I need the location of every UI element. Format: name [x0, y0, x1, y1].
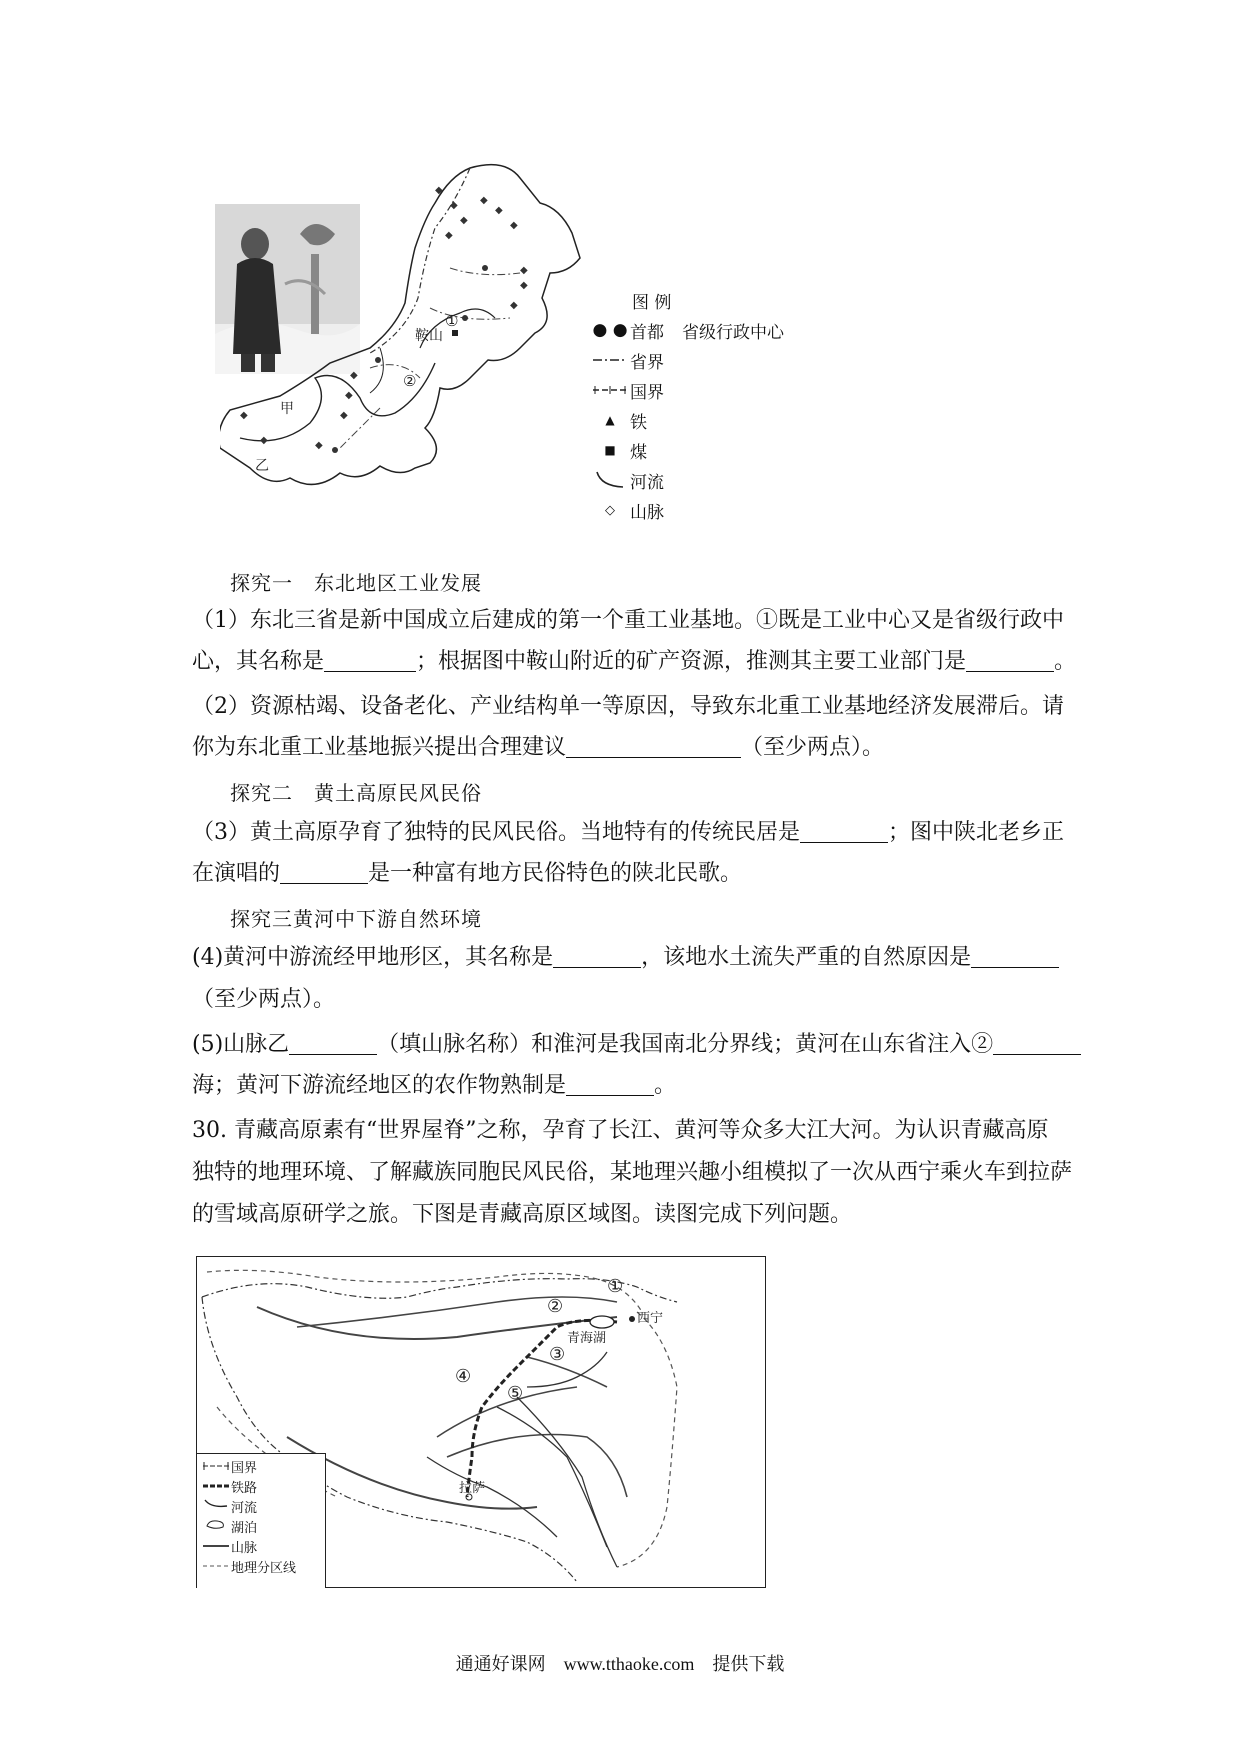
q4-line2: （至少两点）。 — [192, 987, 336, 1012]
national-border-icon — [203, 1459, 231, 1474]
legend-province-border: 省界 — [590, 348, 664, 372]
lake-icon — [203, 1518, 231, 1534]
xining-label: 西宁 — [637, 1311, 664, 1326]
svg-text:◆: ◆ — [260, 435, 268, 446]
q2-line2: 你为东北重工业基地振兴提出合理建议 （至少两点）。 — [192, 735, 885, 760]
marker-2: ② — [547, 1296, 564, 1317]
lhasa-label: 拉萨 — [459, 1481, 486, 1496]
legend-title: 图 例 — [632, 292, 672, 313]
answer-blank[interactable] — [566, 735, 741, 758]
answer-blank[interactable] — [800, 820, 888, 843]
answer-blank[interactable] — [966, 649, 1054, 672]
marker-3: ③ — [549, 1344, 566, 1365]
svg-text:◆: ◆ — [450, 200, 458, 211]
q30-line1: 30. 青藏高原素有“世界屋脊”之称，孕育了长江、黄河等众多大江大河。为认识青藏高原 — [192, 1118, 1049, 1143]
svg-text:◆: ◆ — [480, 195, 488, 206]
province-border-icon — [590, 356, 630, 364]
section-heading-3: 探究三黄河中下游自然环境 — [230, 907, 482, 931]
railway-icon — [203, 1479, 231, 1494]
svg-text:◆: ◆ — [510, 220, 518, 231]
svg-text:◆: ◆ — [520, 265, 528, 276]
legend-coal: ■ 煤 — [590, 438, 647, 462]
section-heading-2: 探究二 黄土高原民风民俗 — [230, 781, 482, 805]
coal-square-icon: ■ — [604, 443, 616, 457]
svg-text:◆: ◆ — [435, 185, 443, 196]
answer-blank[interactable] — [971, 945, 1059, 968]
answer-blank[interactable] — [566, 1073, 654, 1096]
legend-river: 河流 — [590, 468, 664, 492]
marker-1: ① — [607, 1276, 624, 1297]
answer-blank[interactable] — [289, 1032, 377, 1055]
svg-text:◆: ◆ — [345, 390, 353, 401]
legend-river: 河流 — [203, 1498, 257, 1514]
q2-line1: （2）资源枯竭、设备老化、产业结构单一等原因，导致东北重工业基地经济发展滞后。请 — [192, 694, 1065, 719]
legend-iron: ▲ 铁 — [590, 408, 647, 432]
svg-text:◆: ◆ — [510, 300, 518, 311]
division-line — [207, 1270, 642, 1312]
river-icon — [203, 1498, 231, 1514]
marker-5: ⑤ — [507, 1383, 524, 1404]
q3-line1: （3）黄土高原孕育了独特的民风民俗。当地特有的传统民居是 ；图中陕北老乡正 — [192, 820, 1065, 845]
river-line — [497, 1407, 607, 1547]
svg-text:◆: ◆ — [495, 205, 503, 216]
legend-lake: 湖泊 — [203, 1518, 257, 1534]
iron-triangle-icon: ▲ — [605, 413, 615, 427]
svg-text:◆: ◆ — [315, 440, 323, 451]
legend-national-border: 国界 — [590, 378, 664, 402]
map1-legend — [590, 288, 840, 528]
tibet-map-frame — [196, 1256, 766, 1588]
legend-mountain-range: 山脉 — [203, 1538, 257, 1554]
marker-two: ② — [403, 372, 417, 390]
national-border-icon — [590, 385, 630, 395]
q1-line1: （1）东北三省是新中国成立后建成的第一个重工业基地。①既是工业中心又是省级行政中 — [192, 608, 1065, 633]
answer-blank[interactable] — [993, 1032, 1081, 1055]
svg-text:◆: ◆ — [340, 410, 348, 421]
svg-text:◆: ◆ — [445, 230, 453, 241]
yi-label: 乙 — [255, 458, 269, 474]
q30-line3: 的雪域高原研学之旅。下图是青藏高原区域图。读图完成下列问题。 — [192, 1202, 853, 1227]
capital-dot-icon: ● ● — [592, 320, 628, 340]
jia-label: 甲 — [280, 401, 294, 417]
legend-national-border: 国界 — [203, 1458, 257, 1474]
page-footer: 通通好课网 www.tthaoke.com 提供下载 — [455, 1654, 785, 1674]
svg-text:◆: ◆ — [460, 215, 468, 226]
legend-capital: ● ● 首都 省级行政中心 — [590, 318, 784, 342]
marker-4: ④ — [455, 1366, 472, 1387]
mountain-range-icon — [203, 1539, 231, 1554]
answer-blank[interactable] — [324, 649, 416, 672]
legend-railway: 铁路 — [203, 1478, 257, 1494]
section-heading-1: 探究一 东北地区工业发展 — [230, 571, 482, 595]
northeast-outline — [220, 165, 580, 485]
mountain-icon: ◇ — [605, 502, 615, 518]
q5-line1: (5)山脉乙 （填山脉名称）和淮河是我国南北分界线；黄河在山东省注入② — [192, 1030, 1081, 1060]
legend-division-line: 地理分区线 — [203, 1558, 296, 1574]
division-line-icon — [203, 1559, 231, 1574]
q4-line1: (4)黄河中游流经甲地形区，其名称是 ，该地水土流失严重的自然原因是 — [192, 943, 1059, 973]
map2-legend — [197, 1453, 326, 1588]
svg-text:◆: ◆ — [520, 280, 528, 291]
svg-text:◆: ◆ — [350, 370, 358, 381]
river-line — [370, 348, 383, 393]
q30-line2: 独特的地理环境、了解藏族同胞民风民俗，某地理兴趣小组模拟了一次从西宁乘火车到拉萨 — [192, 1160, 1073, 1185]
answer-blank[interactable] — [280, 861, 368, 884]
qinghai-lake-label: 青海湖 — [567, 1331, 607, 1346]
river-line — [517, 1397, 617, 1567]
river-icon — [590, 470, 630, 490]
northeast-map — [220, 148, 640, 538]
mountain-range-line — [527, 1357, 607, 1387]
river-line — [427, 1457, 557, 1537]
q1-line2: 心，其名称是 ；根据图中鞍山附近的矿产资源，推测其主要工业部门是 。 — [192, 649, 1077, 674]
division-line — [617, 1312, 677, 1567]
q3-line2: 在演唱的 是一种富有地方民俗特色的陕北民歌。 — [192, 861, 743, 886]
qinghai-lake — [590, 1316, 614, 1328]
q5-line2: 海；黄河下游流经地区的农作物熟制是 。 — [192, 1073, 677, 1098]
answer-blank[interactable] — [553, 945, 641, 968]
svg-text:◆: ◆ — [240, 410, 248, 421]
anshan-label: 鞍山 — [415, 328, 443, 344]
legend-mountain: ◇ 山脉 — [590, 498, 664, 522]
marker-one: ① — [445, 312, 459, 330]
